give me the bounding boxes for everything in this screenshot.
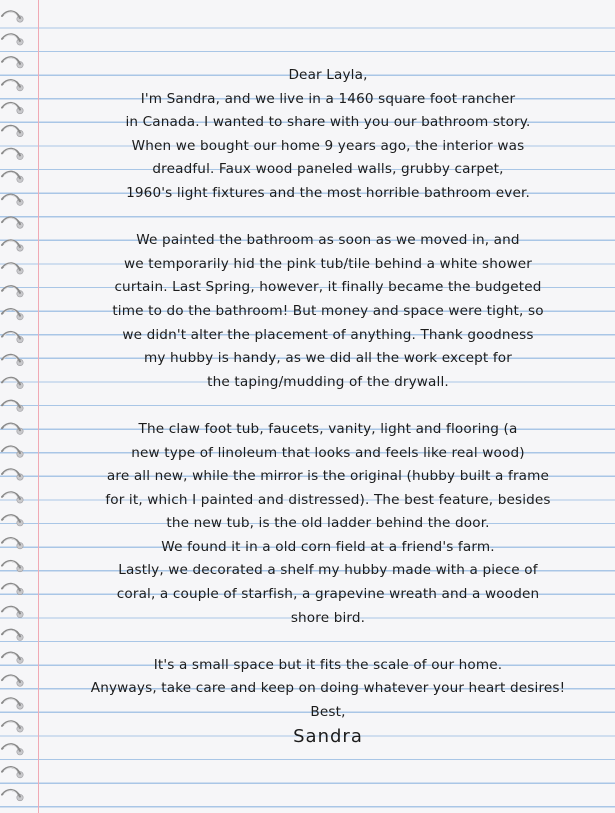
spiral-ring-icon [2, 286, 23, 297]
spiral-ring-icon [2, 11, 23, 22]
letter-paragraph-1 [50, 88, 606, 206]
letter-line: new type of linoleum that looks and feels like real wood) [131, 444, 525, 461]
spiral-ring-icon [2, 607, 23, 618]
letter-line: we didn't alter the placement of anything. Thank goodness [122, 326, 534, 343]
spiral-binding [0, 0, 30, 813]
spiral-ring-icon [2, 126, 23, 137]
letter-line: We found it in a old corn field at a friend's farm. [161, 538, 495, 555]
spiral-ring-icon [2, 698, 23, 709]
spiral-ring-icon [2, 57, 23, 68]
letter-line: I'm Sandra, and we live in a 1460 square foot rancher [140, 90, 516, 107]
letter-line: we temporarily hid the pink tub/tile behind a white shower [124, 255, 532, 272]
spiral-ring-icon [2, 401, 23, 412]
spiral-ring-icon [2, 767, 23, 778]
letter-line: Lastly, we decorated a shelf my hubby made with a piece of [118, 562, 538, 579]
paragraph-gap [50, 394, 606, 418]
spiral-ring-icon [2, 378, 23, 389]
letter-paragraph-3 [50, 418, 606, 630]
letter-signature: Sandra [293, 725, 363, 747]
letter-line: are all new, while the mirror is the original (hubby built a frame [106, 468, 550, 485]
letter-line: shore bird. [290, 609, 366, 626]
paragraph-gap [50, 206, 606, 230]
letter-line: Anyways, take care and keep on doing whatever your heart desires! [90, 680, 566, 697]
notebook-margin-line [38, 0, 39, 813]
spiral-ring-icon [2, 195, 23, 206]
handwritten-letter [50, 64, 606, 748]
spiral-ring-icon [2, 790, 23, 801]
spiral-ring-icon [2, 446, 23, 457]
spiral-ring-icon [2, 34, 23, 45]
letter-closing: Best, [310, 704, 346, 721]
letter-line: When we bought our home 9 years ago, the interior was [131, 137, 525, 154]
letter-line: dreadful. Faux wood paneled walls, grubby carpet, [152, 161, 504, 178]
spiral-ring-icon [2, 653, 23, 664]
letter-line: 1960's light fixtures and the most horrible bathroom ever. [126, 184, 530, 201]
spiral-ring-icon [2, 584, 23, 595]
letter-line: for it, which I painted and distressed). The best feature, besides [105, 491, 551, 508]
paragraph-gap [50, 630, 606, 654]
spiral-ring-icon [2, 355, 23, 366]
spiral-ring-icon [2, 515, 23, 526]
letter-line: time to do the bathroom! But money and space were tight, so [112, 302, 544, 319]
letter-line: the new tub, is the old ladder behind the door. [166, 515, 490, 532]
spiral-ring-icon [2, 630, 23, 641]
letter-paragraph-2 [50, 229, 606, 394]
spiral-ring-icon [2, 424, 23, 435]
spiral-ring-icon [2, 80, 23, 91]
spiral-ring-icon [2, 103, 23, 114]
letter-paragraph-4 [50, 654, 606, 701]
spiral-ring-icon [2, 561, 23, 572]
letter-line: my hubby is handy, as we did all the work except for [143, 350, 512, 367]
spiral-ring-icon [2, 538, 23, 549]
spiral-ring-icon [2, 744, 23, 755]
letter-line: We painted the bathroom as soon as we moved in, and [136, 232, 520, 249]
spiral-ring-icon [2, 263, 23, 274]
spiral-ring-icon [2, 149, 23, 160]
letter-line: It's a small space but it fits the scale of our home. [153, 656, 503, 673]
letter-line: The claw foot tub, faucets, vanity, light and flooring (a [138, 420, 518, 437]
spiral-ring-icon [2, 675, 23, 686]
letter-line: curtain. Last Spring, however, it finally became the budgeted [114, 279, 542, 296]
letter-line: the taping/mudding of the drywall. [207, 373, 449, 390]
spiral-ring-icon [2, 492, 23, 503]
spiral-ring-icon [2, 332, 23, 343]
letter-line: coral, a couple of starfish, a grapevine wreath and a wooden [116, 586, 540, 603]
spiral-ring-icon [2, 240, 23, 251]
spiral-ring-icon [2, 217, 23, 228]
spiral-ring-icon [2, 469, 23, 480]
spiral-ring-icon [2, 721, 23, 732]
letter-greeting: Dear Layla, [288, 67, 368, 83]
spiral-ring-icon [2, 309, 23, 320]
spiral-ring-icon [2, 172, 23, 183]
letter-line: in Canada. I wanted to share with you our bathroom story. [125, 114, 531, 131]
